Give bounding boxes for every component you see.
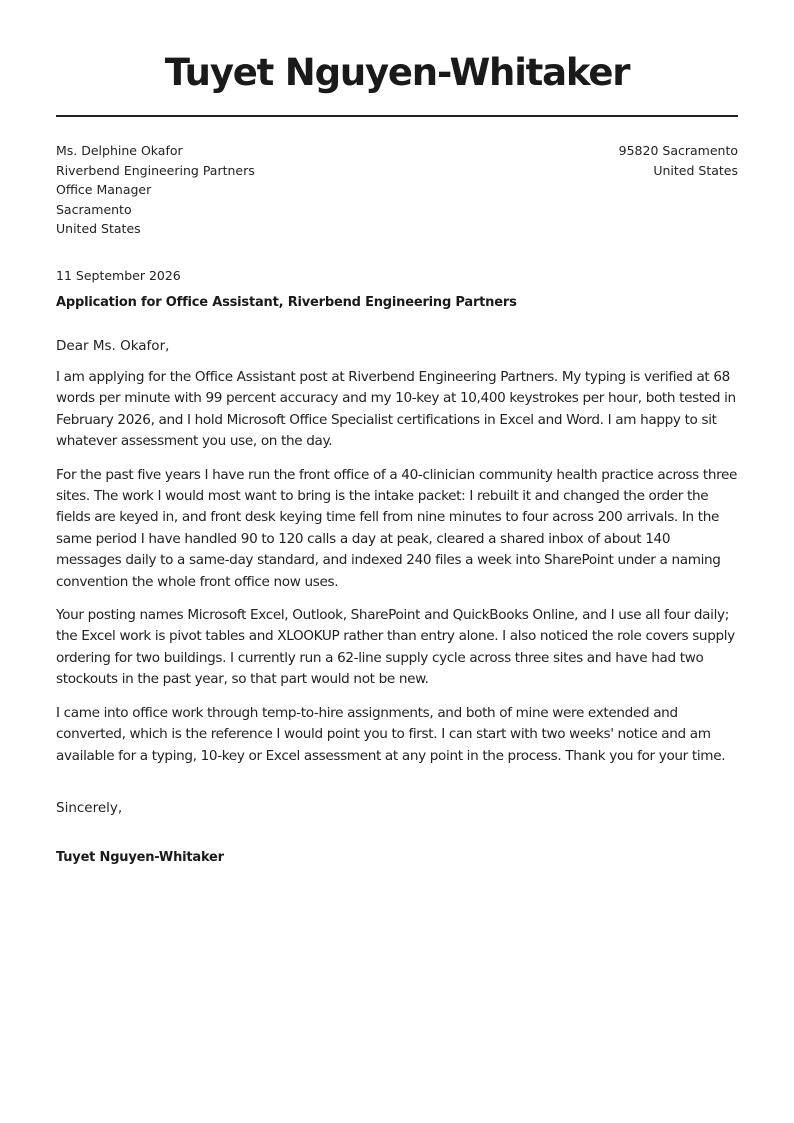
letter-signature: Tuyet Nguyen-Whitaker [56, 850, 224, 865]
recipient-address-block [56, 141, 255, 239]
letter-date: 11 September 2026 [56, 268, 181, 283]
letter-closing: Sincerely, [56, 800, 123, 816]
recipient-city: Sacramento [56, 201, 132, 217]
body-paragraph-1: I am applying for the Office Assistant post at Riverbend Engineering Partners. My typing is verified at 68 words per minute with 99 percent accuracy and my 10-key at 10,400 keystrokes per hour, both tested in February 2026, and I hold Microsoft Office Specialist certifications in Excel and Word. I am happy to sit whatever assessment you use, on the day. [56, 369, 736, 450]
recipient-company: Riverbend Engineering Partners [56, 162, 255, 178]
body-paragraph-2: For the past five years I have run the front office of a 40-clinician community health practice across three sites. The work I would most want to bring is the intake packet: I rebuilt it and changed the order the fields are keyed in, and front desk keying time fell from nine minutes to four across 200 arrivals. In the same period I have handled 90 to 120 calls a day at peak, cleared a shared inbox of about 140 messages daily to a same-day standard, and indexed 240 files a week into SharePoint under a naming convention the whole front office now uses. [56, 466, 738, 590]
recipient-name: Ms. Delphine Okafor [56, 143, 183, 158]
letter-salutation: Dear Ms. Okafor, [56, 338, 170, 354]
recipient-title: Office Manager [56, 182, 152, 198]
header-divider [56, 115, 738, 117]
letter-body [56, 367, 738, 779]
sender-country: United States [653, 162, 738, 178]
body-paragraph-3: Your posting names Microsoft Excel, Outlook, SharePoint and QuickBooks Online, and I use all four daily; the Excel work is pivot tables and XLOOKUP rather than entry alone. I also noticed the role covers supply ordering for two buildings. I currently run a 62-line supply cycle across three sites and have had two stockouts in the past year, so that part would not be new. [56, 607, 735, 688]
sender-postcode-city: 95820 Sacramento [618, 143, 738, 158]
applicant-name-heading: Tuyet Nguyen-Whitaker [164, 51, 630, 94]
sender-address-block [619, 141, 738, 180]
body-paragraph-4: I came into office work through temp-to-hire assignments, and both of mine were extended and converted, which is the reference I would point you to first. I can start with two weeks' notice and am available for a typing, 10-key or Excel assessment at any point in the process. Thank you for your time. [56, 704, 726, 764]
letter-subject: Application for Office Assistant, Riverbend Engineering Partners [56, 295, 517, 310]
recipient-country: United States [56, 221, 141, 237]
